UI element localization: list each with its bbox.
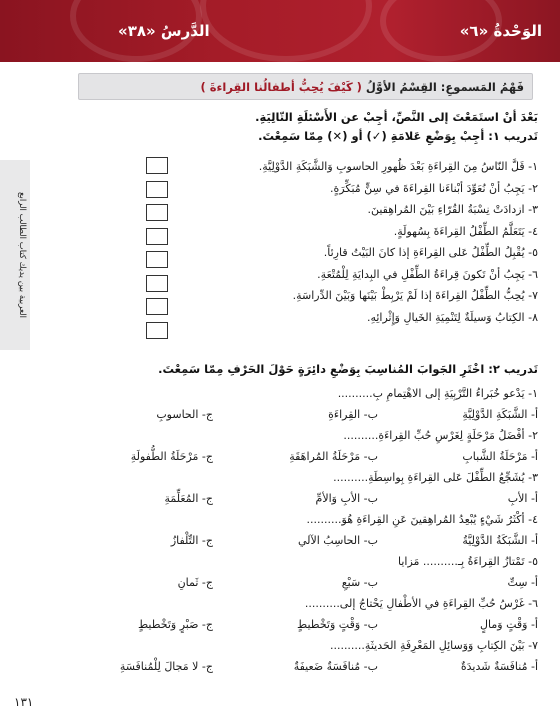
drill2-question	[88, 552, 538, 594]
drill2-question	[88, 636, 538, 678]
option-b[interactable]: ب- الأبِ وَالأمِّ	[315, 492, 378, 505]
intro-instruction: بَعْدَ أنْ استَمَعْتَ إلى النَّصِّ، أجِبْ عن الأَسْئلَةِ التّالِيَةِ.	[255, 110, 538, 124]
drill1-instruction: تَدريب ١: أجِبْ بِوَضْعِ عَلامَةِ (✓) أو (✕) مِمّا سَمِعْتَ.	[258, 129, 538, 143]
answer-checkbox[interactable]	[146, 157, 168, 174]
option-c[interactable]: ج- مَرْحَلَةُ الطُّفولَةِ	[130, 450, 213, 463]
option-a[interactable]: أ- وَقْتٍ وَمالٍ	[480, 618, 538, 631]
drill2-question	[88, 468, 538, 510]
option-b[interactable]: ب- مَرْحَلَةُ المُراهَقَةِ	[289, 450, 378, 463]
drill2-question	[88, 510, 538, 552]
header-ornament	[200, 0, 372, 62]
list-item: ١- قَلَّ النّاسُ مِنَ القِراءَةِ بَعْدَ ظُهورِ الحاسوبِ وَالشَّبَكَةِ الدَّوْلِيَّةِ.	[258, 160, 538, 173]
question-stem: ٣- يُشَجِّعُ الطِّفْلَ عَلى القِراءَةِ بِواسِطَةِ..........	[333, 471, 538, 484]
section-title-text: فَهْمُ المَسموعِ: القِسْمُ الأوَّلُ	[365, 80, 524, 94]
option-b[interactable]: ب- وَقْتٍ وَتَخْطيطٍ	[297, 618, 378, 631]
question-stem: ١- يَدْعو خُبَراءُ التَّرْبِيَةِ إلى الاهْتِمامِ بِ..........	[337, 387, 538, 400]
option-c[interactable]: ج- ثَمانِ	[177, 576, 213, 589]
drill2-question	[88, 426, 538, 468]
option-a[interactable]: أ- سِتِّ	[507, 576, 538, 589]
answer-checkbox[interactable]	[146, 251, 168, 268]
drill1-list	[198, 156, 538, 328]
option-b[interactable]: ب- الحاسِبُ الآلي	[297, 534, 378, 547]
answer-checkbox[interactable]	[146, 204, 168, 221]
option-c[interactable]: ج- لا مَجالَ لِلْمُنافَسَةِ	[119, 660, 213, 673]
list-item: ٨- الكِتابُ وَسيلَةٌ لِتَنْمِيَةِ الخَيالِ وَإِثْرائِهِ.	[366, 310, 538, 324]
list-item: ٦- يَجِبُ أنْ تَكونَ قِراءَةُ الطِّفْلِ في البِدايَةِ لِلْمُتْعَةِ.	[317, 267, 538, 281]
section-subtitle: ( كَيْفَ يُحِبُّ أطفالُنا القِراءةَ )	[200, 80, 362, 94]
answer-checkbox[interactable]	[146, 228, 168, 245]
question-stem: ٦- غَرْسُ حُبِّ القِراءَةِ في الأطْفالِ يَحْتاجُ إلى..........	[304, 597, 538, 610]
answer-checkbox[interactable]	[146, 322, 168, 339]
list-item: ٤- يَتَعَلَّمُ الطِّفْلُ القِراءَةَ بِسُهولَةٍ.	[393, 224, 538, 238]
option-a[interactable]: أ- مُنافَسَةٌ شَديدَةٌ	[460, 660, 538, 673]
section-title	[78, 73, 533, 100]
question-stem: ٢- أفْضَلُ مَرْحَلَةٍ لِغَرْسِ حُبِّ القِراءَةِ..........	[343, 429, 538, 442]
answer-checkbox[interactable]	[146, 181, 168, 198]
list-item: ٥- يُقْبِلُ الطِّفْلُ عَلى القِراءَةِ إذا كانَ البَيْتُ قارِئاً.	[323, 246, 538, 259]
answer-checkbox[interactable]	[146, 275, 168, 292]
drill2-instruction: تَدريب ٢: اخْتَرِ الجَوابَ المُناسِبَ بِوَضْعِ دائِرَةٍ حَوْلَ الحَرْفِ مِمّا سَمِعْتَ.	[158, 362, 538, 376]
drill2-question	[88, 384, 538, 426]
option-c[interactable]: ج- الحاسوبِ	[156, 408, 213, 421]
list-item: ٣- ازدادَتْ نِسْبَةُ القُرّاءِ بَيْنَ المُراهِقينَ.	[367, 203, 538, 216]
list-item: ٧- يُحِبُّ الطِّفْلُ القِراءَةَ إذا لَمْ يَرْبِطْ بَيْنَها وَبَيْنَ الدِّراسَةِ.	[292, 289, 538, 302]
option-b[interactable]: ب- سَبْعِ	[341, 576, 378, 589]
question-stem: ٧- بَيْنَ الكِتابِ وَوَسائِلِ المَعْرِفَةِ الحَديثَةِ..........	[329, 639, 538, 652]
option-a[interactable]: أ- مَرْحَلَةُ الشَّبابِ	[462, 450, 538, 463]
unit-title: الوَحْدةُ «٦»	[459, 22, 542, 40]
page-header	[0, 0, 560, 62]
option-c[interactable]: ج- التِّلْفازُ	[170, 534, 213, 547]
side-tab-label: العربية بين يديك كتاب الطالب الرابع	[17, 191, 27, 319]
option-c[interactable]: ج- المُعَلِّمَةِ	[164, 492, 213, 505]
page-number: ١٣١	[14, 695, 34, 709]
answer-boxes	[146, 157, 168, 345]
question-stem: ٤- أكْثَرُ شَيْءٍ يُبْعِدُ المُراهِقينَ عَنِ القِراءَةِ هُوَ..........	[306, 513, 538, 526]
option-c[interactable]: ج- صَبْرٍ وَتَخْطيطٍ	[137, 618, 213, 631]
side-tab	[0, 160, 30, 350]
option-a[interactable]: أ- الشَّبَكَةُ الدَّوْلِيَّةُ	[462, 534, 538, 547]
answer-checkbox[interactable]	[146, 298, 168, 315]
question-stem: ٥- تَمْتازُ القِراءَةُ بِـ.......... مَزايا	[398, 555, 538, 568]
list-item: ٢- يَجِبُ أنْ نُعَوِّدَ أبْناءَنا القِراءَةَ في سِنٍّ مُبَكِّرَةٍ.	[330, 181, 538, 195]
option-b[interactable]: ب- القِراءَةِ	[328, 408, 378, 421]
lesson-title: الدَّرسُ «٣٨»	[118, 22, 210, 40]
option-a[interactable]: أ- الشَّبَكَةِ الدَّوْلِيَّةِ	[462, 408, 538, 421]
drill2-question	[88, 594, 538, 636]
option-b[interactable]: ب- مُنافَسَةٌ ضَعيفَةٌ	[293, 660, 378, 673]
option-a[interactable]: أ- الأبِ	[507, 492, 538, 505]
